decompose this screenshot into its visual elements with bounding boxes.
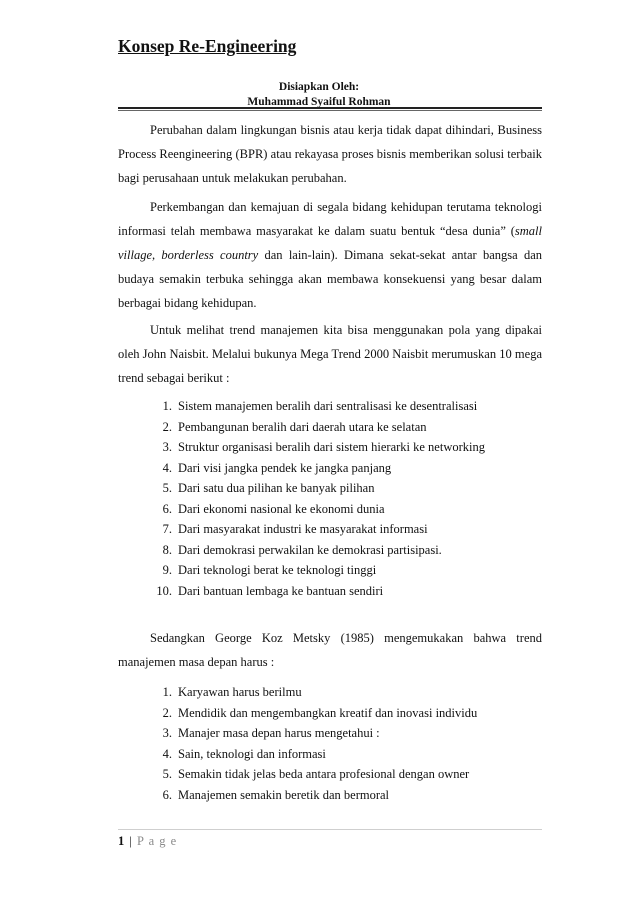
paragraph-2-italic: small village, borderless country (118, 224, 542, 262)
list-item-number: 6. (162, 501, 172, 516)
list-item-number: 9. (162, 563, 172, 577)
list-item-text: Sistem manajemen beralih dari sentralisasi ke desentralisasi (178, 399, 478, 413)
list-item-number: 8. (162, 542, 172, 557)
byline (0, 80, 638, 110)
list-item-text: Dari demokrasi perwakilan ke demokrasi partisipasi. (178, 542, 442, 557)
list-item-number: 2. (162, 419, 172, 434)
list-item-number: 3. (162, 440, 172, 454)
author-name: Muhammad Syaiful Rohman (247, 96, 391, 108)
list-item (150, 785, 540, 806)
list-item-text: Dari bantuan lembaga ke bantuan sendiri (178, 583, 384, 598)
list-item-text: Struktur organisasi beralih dari sistem hierarki ke networking (178, 440, 485, 454)
paragraph-2-text-b: dan lain-lain). Dimana sekat-sekat antar bangsa dan budaya semakin terbuka sehingga akan membawa konsekuensi yang besar dalam berbagai bidang kehidupan. (118, 248, 542, 310)
document-title: Konsep Re-Engineering (118, 36, 297, 56)
list-item (150, 560, 540, 581)
footer-separator: | (129, 834, 133, 848)
list-item-number: 5. (162, 767, 172, 781)
list-item (150, 417, 540, 438)
paragraph-1: Perubahan dalam lingkungan bisnis atau kerja tidak dapat dihindari, Business Process Reengineering (BPR) atau rekayasa proses bisnis memberikan solusi terbaik bagi perusahaan untuk melakukan perubahan. (118, 123, 542, 185)
future-management-list (150, 682, 540, 805)
list-item-number: 1. (162, 399, 172, 413)
list-item-number: 3. (162, 726, 172, 740)
list-item (150, 682, 540, 703)
list-item-text: Dari satu dua pilihan ke banyak pilihan (178, 481, 375, 495)
list-item-number: 5. (162, 481, 172, 495)
header-rule (118, 107, 542, 111)
list-item-text: Dari ekonomi nasional ke ekonomi dunia (178, 501, 385, 516)
list-item (150, 744, 540, 765)
list-item-text: Mendidik dan mengembangkan kreatif dan inovasi individu (178, 705, 478, 720)
list-item-text: Dari masyarakat industri ke masyarakat informasi (178, 522, 428, 536)
list-item-text: Sain, teknologi dan informasi (178, 746, 326, 761)
list-item (150, 396, 540, 417)
list-item (150, 723, 540, 744)
list-item-number: 1. (162, 685, 172, 699)
list-item-text: Pembangunan beralih dari daerah utara ke selatan (178, 419, 427, 434)
paragraph-2-text-a: Perkembangan dan kemajuan di segala bidang kehidupan terutama teknologi informasi telah membawa masyarakat ke dalam suatu bentuk “desa dunia” ( (118, 200, 542, 238)
page-footer (118, 834, 177, 849)
list-item-number: 7. (162, 522, 172, 536)
list-item (150, 581, 540, 602)
page-number: 1 (118, 834, 126, 848)
list-item-text: Karyawan harus berilmu (178, 685, 302, 699)
list-item-number: 4. (162, 746, 172, 761)
list-item (150, 437, 540, 458)
list-item-text: Manajemen semakin beretik dan bermoral (178, 787, 390, 802)
list-item (150, 540, 540, 561)
paragraph-4: Sedangkan George Koz Metsky (1985) mengemukakan bahwa trend manajemen masa depan harus : (118, 631, 542, 669)
list-item-text: Dari teknologi berat ke teknologi tinggi (178, 563, 377, 577)
page-label: P a g e (137, 834, 178, 848)
list-item-number: 10. (156, 583, 172, 598)
paragraph-3: Untuk melihat trend manajemen kita bisa menggunakan pola yang dipakai oleh John Naisbit. Melalui bukunya Mega Trend 2000 Naisbit merumuskan 10 mega trend sebagai berikut : (118, 323, 542, 385)
footer-rule (118, 829, 542, 830)
list-item (150, 519, 540, 540)
list-item (150, 764, 540, 785)
list-item (150, 478, 540, 499)
list-item (150, 458, 540, 479)
prepared-by-label: Disiapkan Oleh: (278, 81, 360, 93)
list-item-text: Semakin tidak jelas beda antara profesional dengan owner (178, 767, 470, 781)
list-item-text: Manajer masa depan harus mengetahui : (178, 726, 380, 740)
list-item-number: 4. (162, 460, 172, 475)
list-item-number: 6. (162, 787, 172, 802)
list-item (150, 703, 540, 724)
list-item-number: 2. (162, 705, 172, 720)
mega-trend-list (150, 396, 540, 601)
paragraph-2 (118, 195, 542, 315)
list-item-text: Dari visi jangka pendek ke jangka panjang (178, 460, 392, 475)
list-item (150, 499, 540, 520)
